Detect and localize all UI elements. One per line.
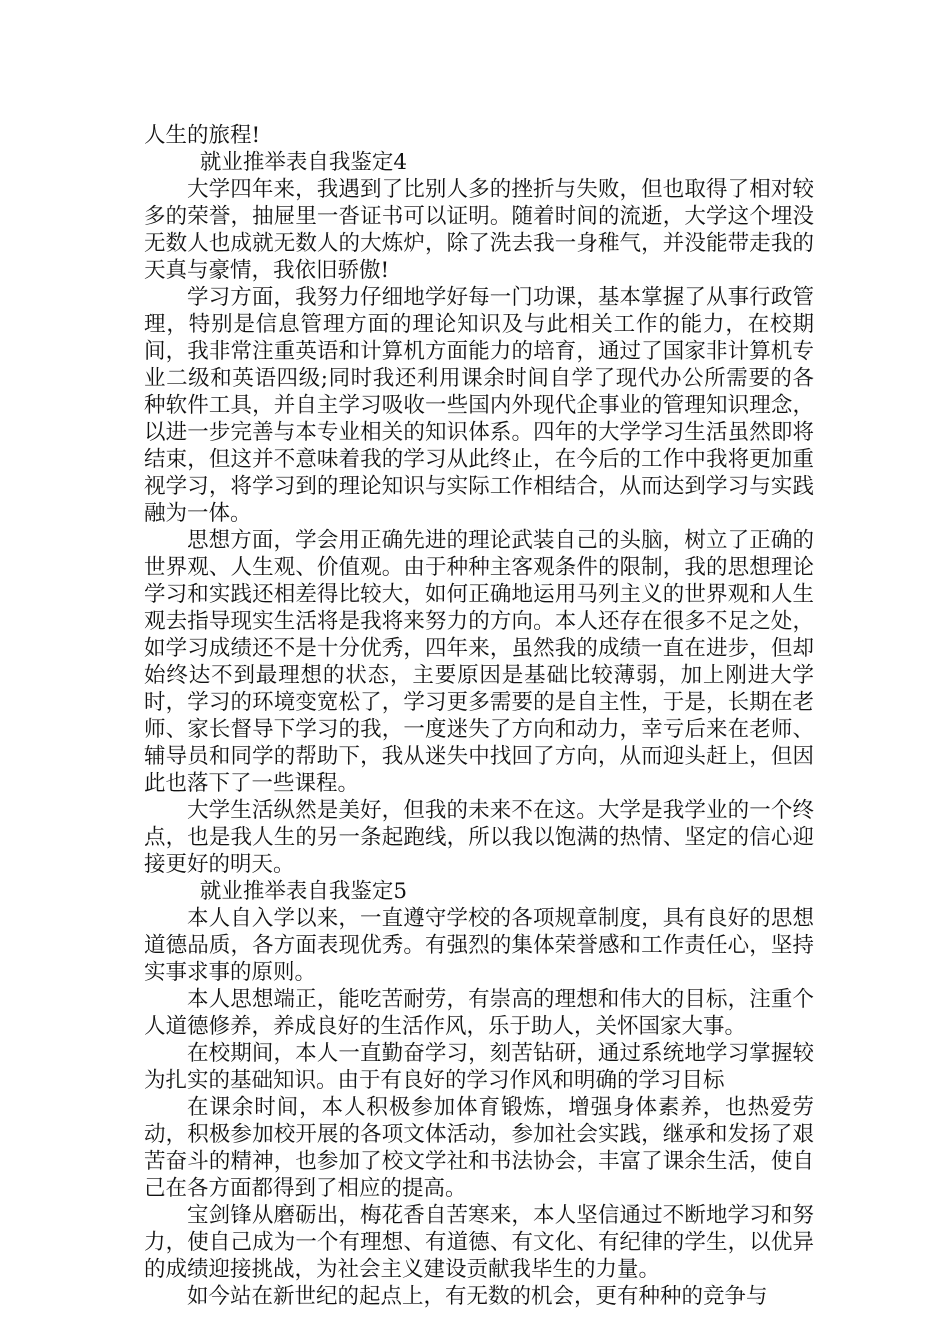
paragraph: 如今站在新世纪的起点上，有无数的机会，更有种种的竞争与 — [187, 1284, 768, 1309]
paragraph: 思想方面，学会用正确先进的理论武装自己的头脑，树立了正确的世界观、人生观、价值观。由于种种主客观条件的限制，我的思想理论学习和实践还相差得比较大，如何正确地运用马列主义的世界观和人生观去指导现实生活将是我将来努力的方向。本人还存在很多不足之处，如学习成绩还不是十分优秀，四年来，虽然我的成绩一直在进步，但却始终达不到最理想的状态，主要原因是基础比较薄弱，加上刚进大学时，学习的环境变宽松了，学习更多需要的是自主性，于是，长期在老师、家长督导下学习的我，一度迷失了方向和动力，幸亏后来在老师、辅导员和同学的帮助下，我从迷失中找回了方向，从而迎头赶上，但因此也落下了一些课程。 — [144, 528, 814, 796]
section-heading: 就业推举表自我鉴定4 — [199, 150, 408, 175]
paragraph: 在校期间，本人一直勤奋学习，刻苦钻研，通过系统地学习掌握较为扎实的基础知识。由于有良好的学习作风和明确的学习目标 — [144, 1041, 814, 1093]
paragraph: 宝剑锋从磨砺出，梅花香自苦寒来，本人坚信通过不断地学习和努力，使自己成为一个有理想、有道德、有文化、有纪律的学生，以优异的成绩迎接挑战，为社会主义建设贡献我毕生的力量。 — [144, 1203, 814, 1282]
paragraph: 本人自入学以来，一直遵守学校的各项规章制度，具有良好的思想道德品质，各方面表现优秀。有强烈的集体荣誉感和工作责任心，坚持实事求事的原则。 — [144, 906, 814, 985]
paragraph: 在课余时间，本人积极参加体育锻炼，增强身体素养，也热爱劳动，积极参加校开展的各项文体活动，参加社会实践，继承和发扬了艰苦奋斗的精神，也参加了校文学社和书法协会，丰富了课余生活，使自己在各方面都得到了相应的提高。 — [144, 1095, 814, 1201]
paragraph: 本人思想端正，能吃苦耐劳，有崇高的理想和伟大的目标，注重个人道德修养，养成良好的生活作风，乐于助人，关怀国家大事。 — [144, 987, 814, 1039]
document-body — [144, 122, 814, 1310]
continuation-text: 人生的旅程! — [144, 123, 261, 148]
paragraph: 学习方面，我努力仔细地学好每一门功课，基本掌握了从事行政管理，特别是信息管理方面的理论知识及与此相关工作的能力，在校期间，我非常注重英语和计算机方面能力的培育，通过了国家非计算机专业二级和英语四级;同时我还利用课余时间自学了现代办公所需要的各种软件工具，并自主学习吸收一些国内外现代企事业的管理知识理念，以进一步完善与本专业相关的知识体系。四年的大学学习生活虽然即将结束，但这并不意味着我的学习从此终止，在今后的工作中我将更加重视学习，将学习到的理论知识与实际工作相结合，从而达到学习与实践融为一体。 — [144, 285, 814, 526]
section-heading: 就业推举表自我鉴定5 — [199, 879, 408, 904]
paragraph: 大学生活纵然是美好，但我的未来不在这。大学是我学业的一个终点，也是我人生的另一条起跑线，所以我以饱满的热情、坚定的信心迎接更好的明天。 — [144, 798, 814, 877]
paragraph: 大学四年来，我遇到了比别人多的挫折与失败，但也取得了相对较多的荣誉，抽屉里一沓证书可以证明。随着时间的流逝，大学这个埋没无数人也成就无数人的大炼炉，除了洗去我一身稚气，并没能带走我的天真与豪情，我依旧骄傲! — [144, 177, 814, 283]
